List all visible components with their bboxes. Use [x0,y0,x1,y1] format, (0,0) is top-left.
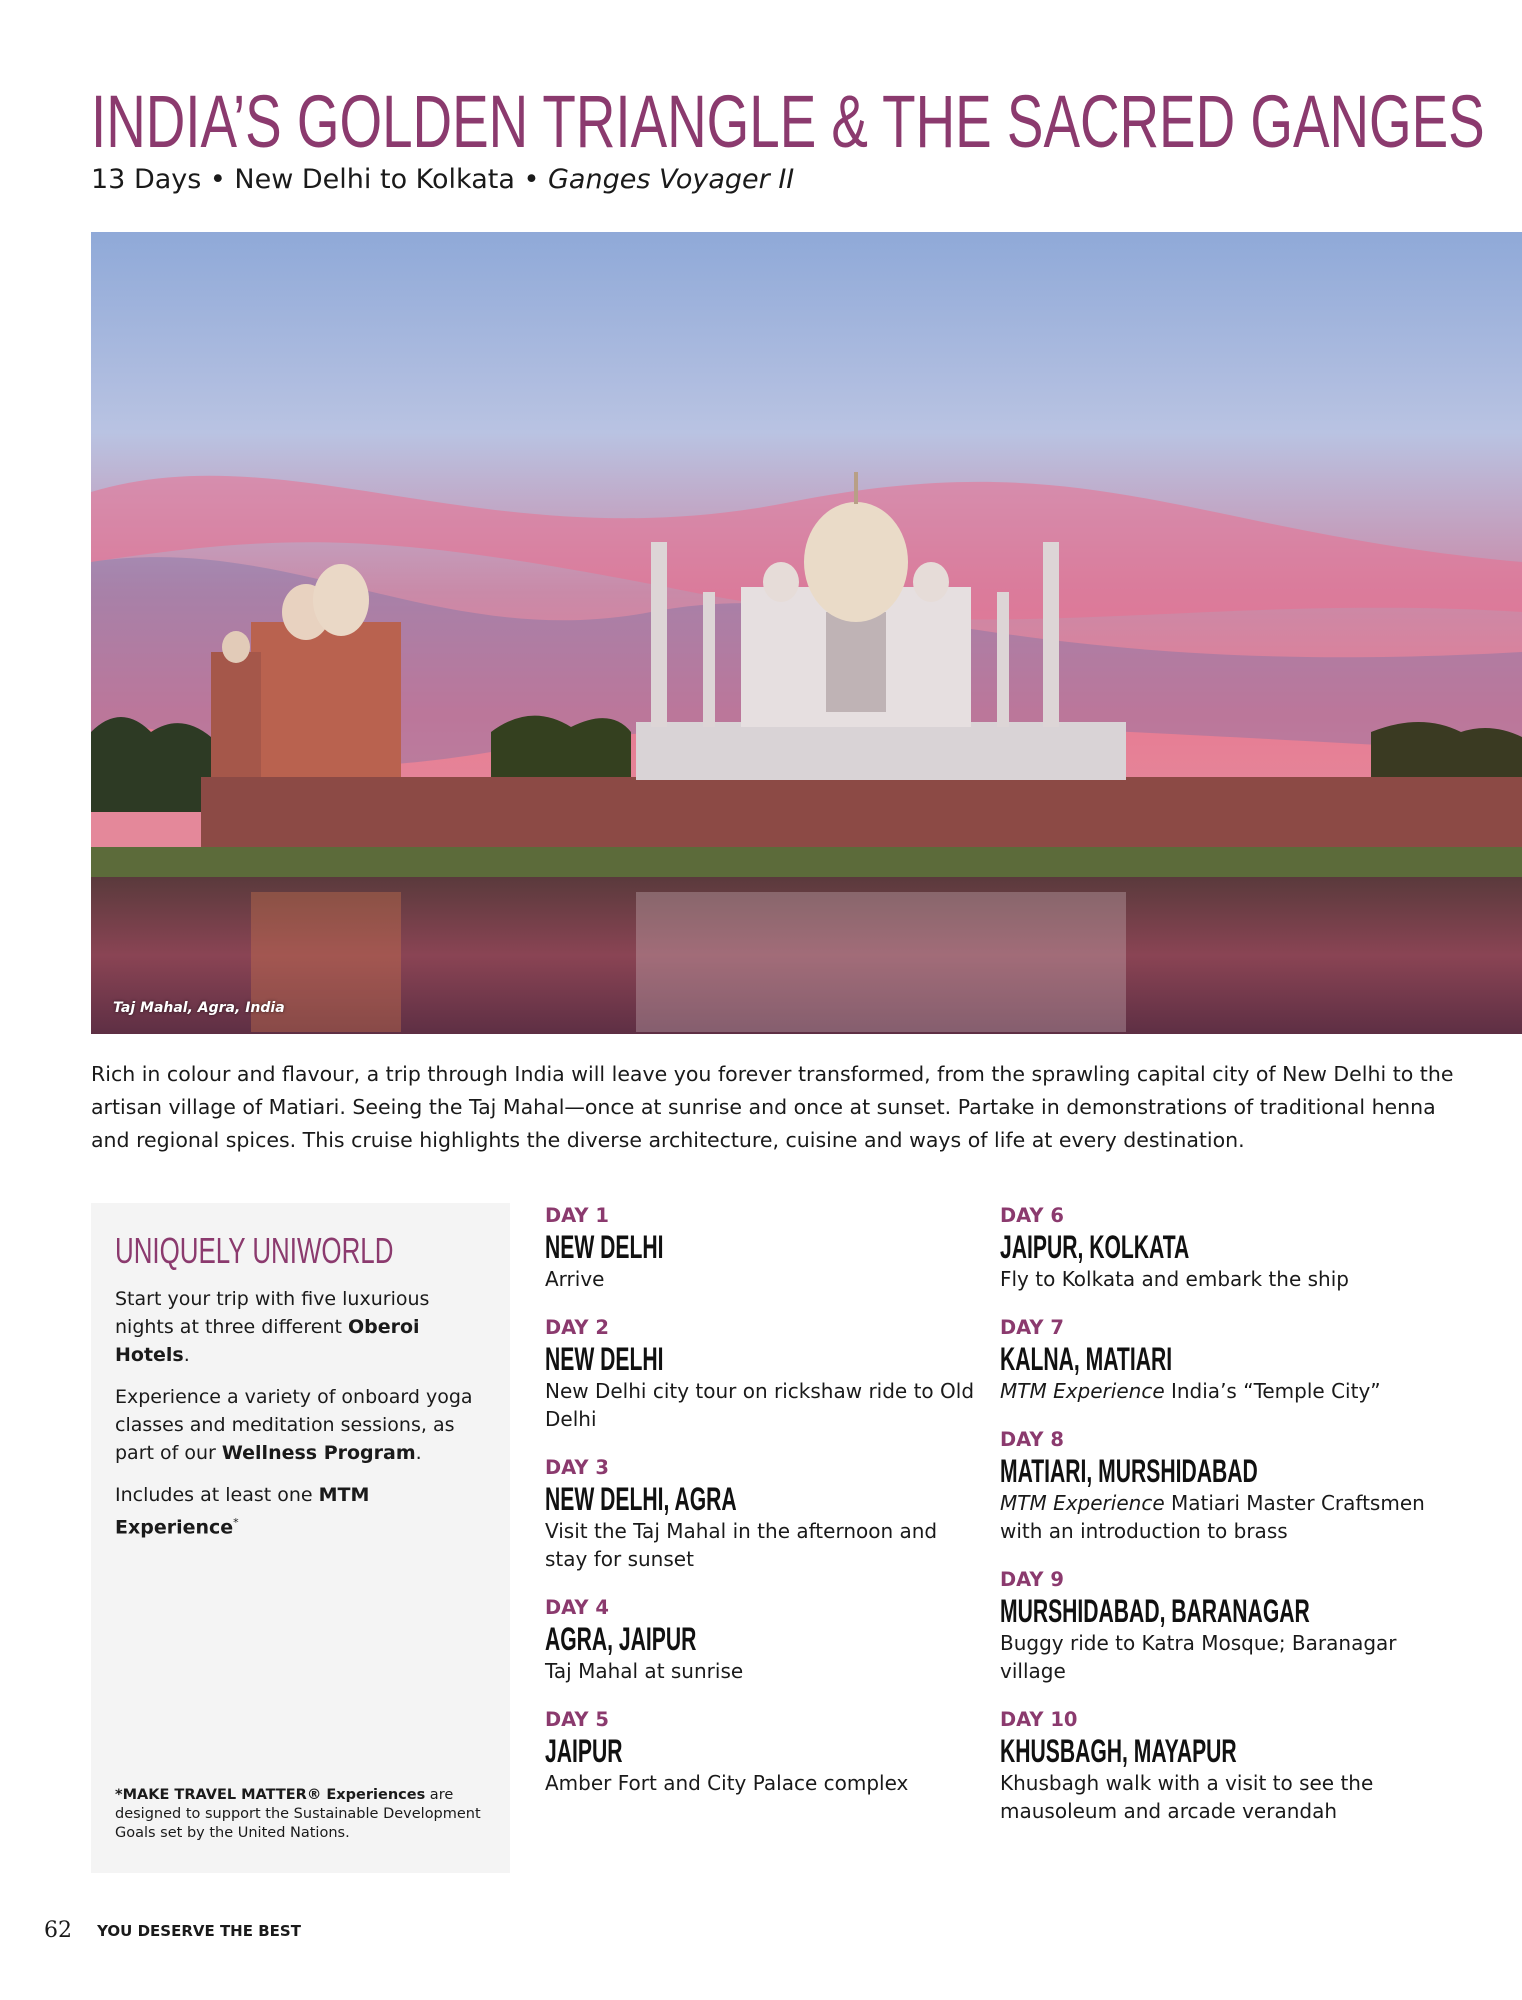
day-place: MATIARI, MURSHIDABAD [1000,1453,1258,1489]
day-label: DAY 4 [545,1596,609,1619]
day-desc-text: Buggy ride to Katra Mosque; Baranagar village [1000,1631,1397,1683]
sidebar-mtm-text [115,1481,488,1541]
itinerary-day [545,1315,975,1433]
taj-mahal-image [91,232,1522,1034]
day-place: NEW DELHI [545,1229,664,1265]
footnote-text: are designed to support the Sustainable Development Goals set by the United Nations. [115,1787,481,1841]
day-description [1000,1265,1460,1293]
day-description [545,1377,975,1433]
day-description [545,1769,975,1797]
itinerary-day [545,1455,975,1573]
day-desc-text: India’s “Temple City” [1170,1379,1381,1403]
day-desc-text: Amber Fort and City Palace complex [545,1771,909,1795]
sidebar-hotels-text [115,1285,488,1369]
uniquely-uniworld-box [91,1203,510,1873]
footer-tagline: YOU DESERVE THE BEST [97,1921,301,1940]
itinerary-day [1000,1707,1460,1825]
day-desc-text: Taj Mahal at sunrise [545,1659,744,1683]
day-desc-text: Matiari Master Craftsmen with an introduction to brass [1000,1491,1425,1543]
footnote-bold: *MAKE TRAVEL MATTER® Experiences [115,1787,426,1803]
day-label: DAY 2 [545,1316,609,1339]
wellness-program: Wellness Program [221,1442,416,1464]
page-title: INDIA’S GOLDEN TRIANGLE & THE SACRED GANGES [91,80,1485,163]
itinerary-day [545,1203,975,1293]
day-label: DAY 1 [545,1204,609,1227]
footnote-marker: * [233,1516,239,1529]
mtm-experience: MTM Experience [115,1484,370,1539]
day-description [1000,1377,1460,1405]
day-place: KHUSBAGH, MAYAPUR [1000,1733,1237,1769]
page-footer [44,1918,301,1943]
period: . [183,1344,190,1366]
page-number: 62 [44,1918,72,1943]
day-desc-text: Visit the Taj Mahal in the afternoon and stay for sunset [545,1519,938,1571]
trip-summary: 13 Days • New Delhi to Kolkata • [91,164,548,195]
sidebar-heading: UNIQUELY UNIWORLD [115,1230,394,1271]
trip-subtitle [91,162,794,198]
day-desc-text: Fly to Kolkata and embark the ship [1000,1267,1349,1291]
itinerary-day [545,1595,975,1685]
mtm-text: Includes at least one [115,1484,319,1506]
mtm-label: MTM Experience [1000,1491,1171,1515]
ship-name: Ganges Voyager II [547,164,795,195]
day-description [1000,1769,1460,1825]
day-label: DAY 8 [1000,1428,1064,1451]
itinerary-day [545,1707,975,1797]
day-place: AGRA, JAIPUR [545,1621,697,1657]
day-place: KALNA, MATIARI [1000,1341,1173,1377]
hero-photo [91,232,1522,1034]
photo-caption: Taj Mahal, Agra, India [113,1000,285,1016]
day-place: JAIPUR, KOLKATA [1000,1229,1190,1265]
day-description [545,1517,975,1573]
period: . [415,1442,422,1464]
day-desc-text: Arrive [545,1267,605,1291]
mtm-footnote [115,1786,495,1843]
itinerary-column-2 [1000,1203,1460,1847]
sidebar-wellness-text [115,1383,488,1467]
itinerary-day [1000,1203,1460,1293]
itinerary-day [1000,1567,1460,1685]
day-label: DAY 5 [545,1708,609,1731]
hotels-text: Start your trip with five luxurious nights at three different [115,1288,430,1338]
oberoi-hotels: Oberoi Hotels [115,1316,420,1366]
mtm-label: MTM Experience [1000,1379,1171,1403]
day-label: DAY 7 [1000,1316,1064,1339]
day-label: DAY 3 [545,1456,609,1479]
day-place: JAIPUR [545,1733,623,1769]
day-place: MURSHIDABAD, BARANAGAR [1000,1593,1310,1629]
day-description [1000,1489,1460,1545]
day-place: NEW DELHI, AGRA [545,1481,737,1517]
day-description [545,1265,975,1293]
itinerary-day [1000,1315,1460,1405]
day-desc-text: New Delhi city tour on rickshaw ride to Old Delhi [545,1379,975,1431]
intro-paragraph: Rich in colour and flavour, a trip through India will leave you forever transformed, from the sprawling capital city of New Delhi to the artisan village of Matiari. Seeing the Taj Mahal—once at sunrise and once at sunset. Partake in demonstrations of traditional henna and regional spices. This cruise highlights the diverse architecture, cuisine and ways of life at every destination. [91,1062,1454,1152]
day-label: DAY 10 [1000,1708,1078,1731]
day-label: DAY 6 [1000,1204,1064,1227]
day-label: DAY 9 [1000,1568,1064,1591]
itinerary-column-1 [545,1203,975,1819]
wellness-text: Experience a variety of onboard yoga classes and meditation sessions, as part of our [115,1386,473,1464]
itinerary-day [1000,1427,1460,1545]
day-place: NEW DELHI [545,1341,664,1377]
day-description [1000,1629,1460,1685]
day-desc-text: Khusbagh walk with a visit to see the mausoleum and arcade verandah [1000,1771,1374,1823]
day-description [545,1657,975,1685]
